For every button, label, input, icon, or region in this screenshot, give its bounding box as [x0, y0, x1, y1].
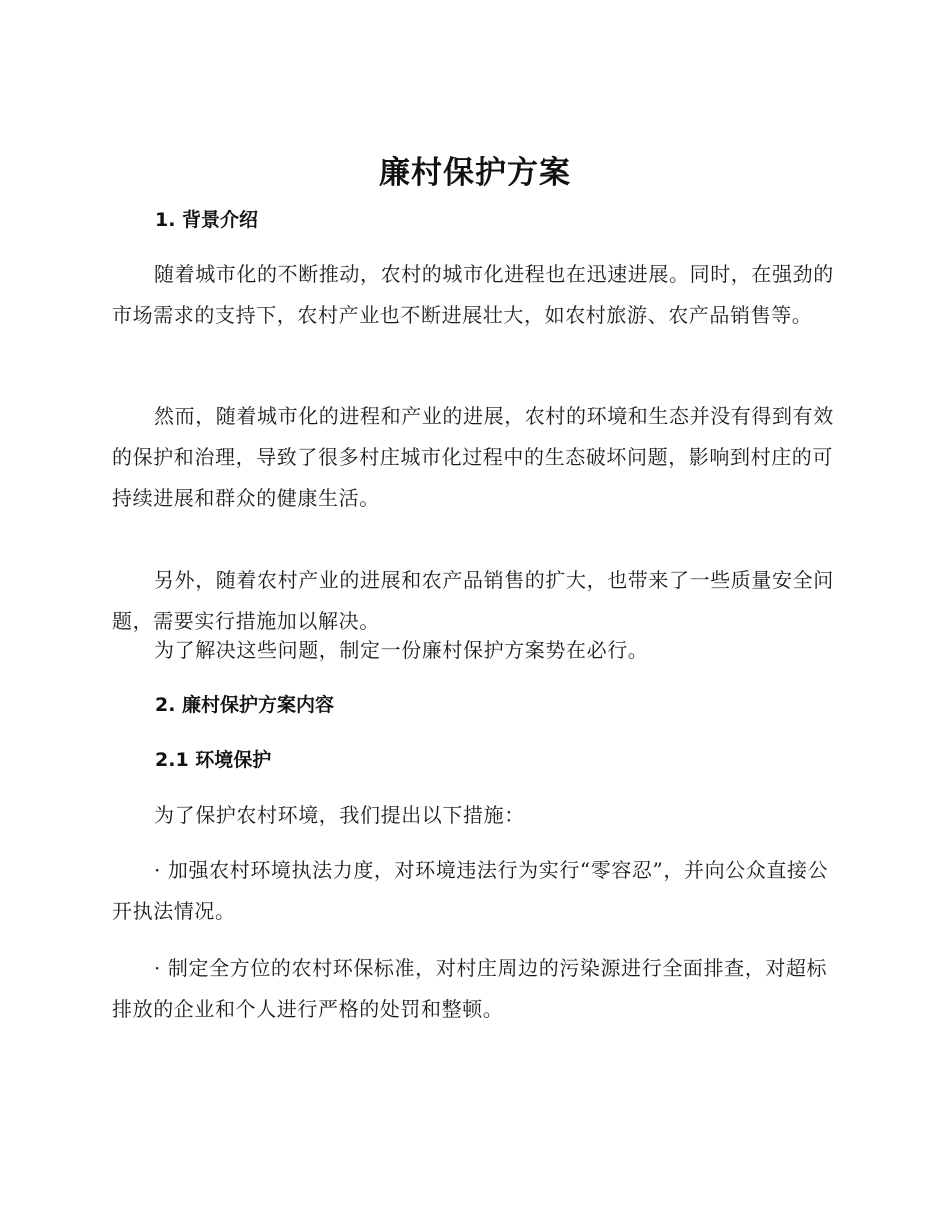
bullet-item-standards: · 制定全方位的农村环保标准，对村庄周边的污染源进行全面排查，对超标排放的企业和个人进行严格的处罚和整顿。 — [112, 956, 828, 1021]
subsection-heading-environment: 2.1 环境保护 — [155, 749, 272, 771]
document-title: 廉村保护方案 — [379, 155, 571, 191]
paragraph-background-3: 另外，随着农村产业的进展和农产品销售的扩大，也带来了一些质量安全问题，需要实行措施加以解决。 — [112, 568, 834, 633]
section-heading-background: 1. 背景介绍 — [155, 209, 259, 231]
bullet-item-enforcement: · 加强农村环境执法力度，对环境违法行为实行“零容忍”，并向公众直接公开执法情况。 — [112, 858, 829, 923]
paragraph-environment-intro: 为了保护农村环境，我们提出以下措施： — [154, 803, 525, 827]
paragraph-background-2: 然而，随着城市化的进程和产业的进展，农村的环境和生态并没有得到有效的保护和治理，导致了很多村庄城市化过程中的生态破坏问题，影响到村庄的可持续进展和群众的健康生活。 — [112, 404, 834, 510]
paragraph-background-4: 为了解决这些问题，制定一份廉村保护方案势在必行。 — [154, 638, 649, 662]
paragraph-background-1: 随着城市化的不断推动，农村的城市化进程也在迅速进展。同时，在强劲的市场需求的支持下，农村产业也不断进展壮大，如农村旅游、农产品销售等。 — [112, 262, 834, 327]
section-heading-plan-content: 2. 廉村保护方案内容 — [155, 694, 335, 716]
